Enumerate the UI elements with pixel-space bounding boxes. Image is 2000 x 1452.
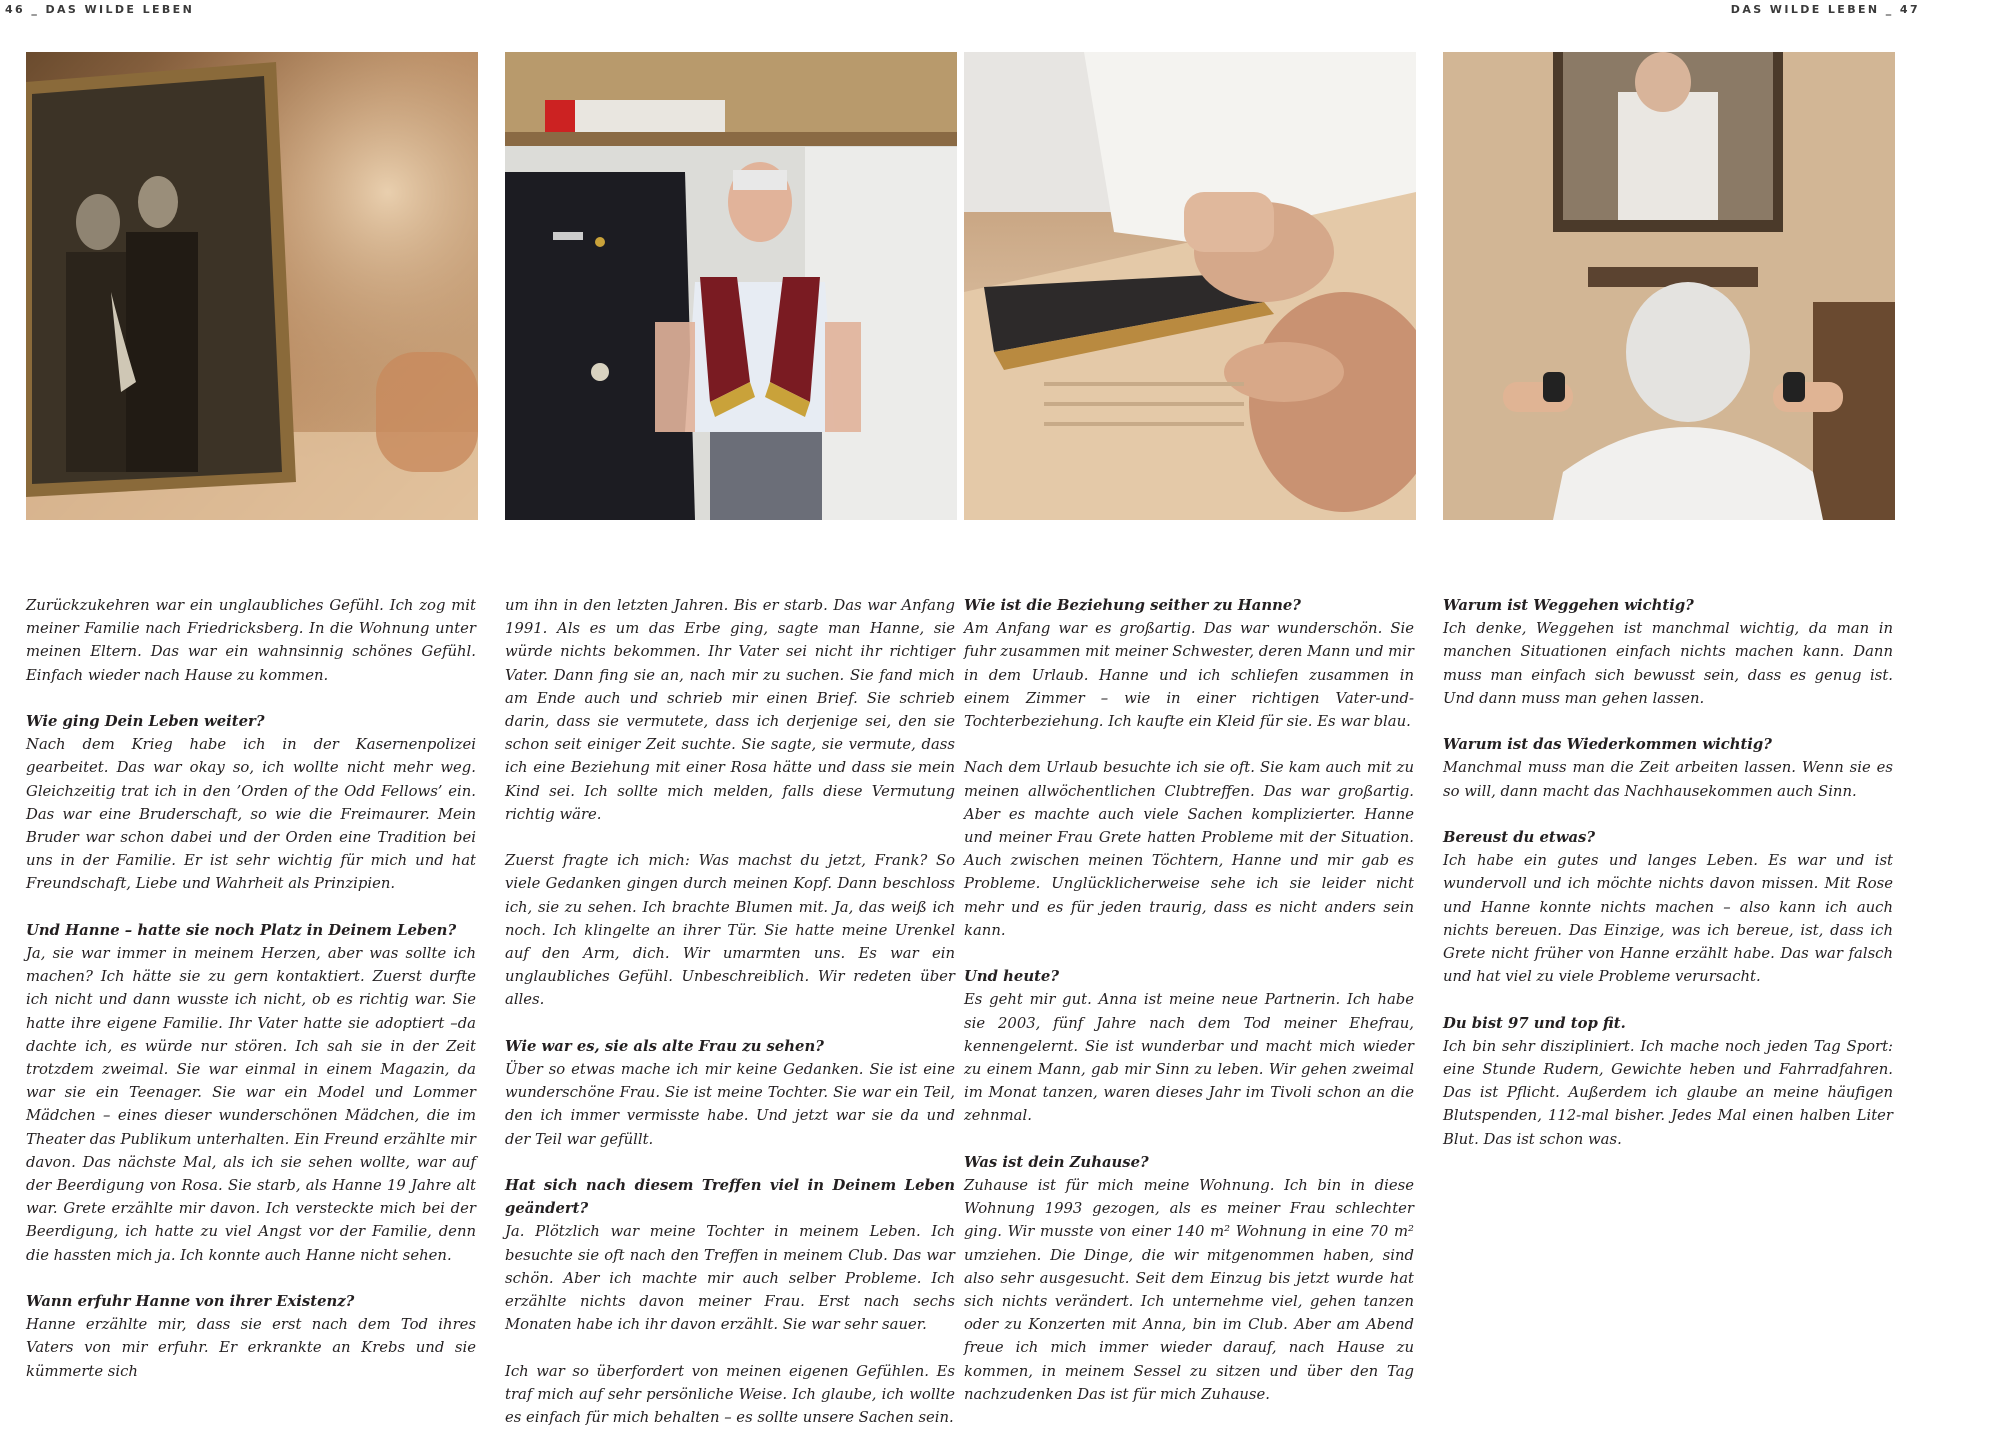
paragraph: Nach dem Urlaub besuchte ich sie oft. Sie kam auch mit zu meinen allwöchentlichen Clubtreffen. Das war großartig. Aber es machte auch viele Sachen komplizierter. Hanne und meiner Frau Grete hatten Probleme mit der Situation. Auch zwischen meinen Töchtern, Hanne und mir gab es Probleme. Unglücklicherweise sehe ich sie leider nicht mehr und es für jeden traurig, dass es nicht anders sein kann. xyxy=(964,759,1414,939)
interview-question: Wie war es, sie als alte Frau zu sehen? xyxy=(505,1037,824,1055)
paragraph: Es geht mir gut. Anna ist meine neue Partnerin. Ich habe sie 2003, fünf Jahre nach dem Tod meiner Ehefrau, kennengelernt. Sie ist wunderbar und macht mich wieder zu einem Mann, gab mir Sinn zu leben. Wir gehen zweimal im Monat tanzen, waren dieses Jahr im Tivoli schon an die zehnmal. xyxy=(964,991,1414,1125)
interview-question: Und heute? xyxy=(964,968,1060,986)
interview-question: Bereust du etwas? xyxy=(1443,829,1596,846)
paragraph: Ja, sie war immer in meinem Herzen, aber was sollte ich machen? Ich hätte sie zu gern kontaktiert. Zuerst durfte ich nicht und dann wusste ich nicht, ob es richtig war. Sie hatte ihre eigene Familie. Ihr Vater hatte sie adoptiert –da dachte ich, es würde nur stören. Ich sah sie in der Zeit trotzdem zweimal. Sie war einmal in einem Magazin, da war sie ein Teenager. Sie war ein Model und Lommer Mädchen – eines dieser wunderschönen Mädchen, die im Theater das Publikum unterhalten. Ein Freund erzählte mir davon. Das nächste Mal, als ich sie sehen wollte, war auf der Beerdigung von Rosa. Sie starb, als Hanne 19 Jahre alt war. Grete erzählte mir davon. Ich versteckte mich bei der Beerdigung, ich hatte zu viel Angst vor der Familie, denn die hassten mich ja. Ich konnte auch Hanne nicht sehen. xyxy=(26,945,476,1264)
interview-question: Warum ist das Wiederkommen wichtig? xyxy=(1443,736,1772,754)
paragraph: Am Anfang war es großartig. Das war wunderschön. Sie fuhr zusammen mit meiner Schwester, deren Mann und mir in dem Urlaub. Hanne und ich schliefen zusammen in einem Zimmer – wie in einer richtigen Vater-und-Tochterbeziehung. Ich kaufte ein Kleid für sie. Es war blau. xyxy=(964,620,1414,731)
interview-question: Wie ging Dein Leben weiter? xyxy=(26,713,265,730)
article-column-3 xyxy=(964,594,1414,1429)
paragraph: Zurückzukehren war ein unglaubliches Gefühl. Ich zog mit meiner Familie nach Friedricksberg. In die Wohnung unter meinen Eltern. Das war ein wahnsinnig schönes Gefühl. Einfach wieder nach Hause zu kommen. xyxy=(26,597,476,684)
interview-question: Und Hanne – hatte sie noch Platz in Deinem Leben? xyxy=(26,921,457,939)
paragraph: Ich denke, Weggehen ist manchmal wichtig, da man in manchen Situationen einfach nichts machen kann. Dann muss man einfach sich bewusst sein, dass es genug ist. Und dann muss man gehen lassen. xyxy=(1443,620,1893,707)
article-column-2 xyxy=(505,594,955,1452)
interview-question: Hat sich nach diesem Treffen viel in Deinem Leben geändert? xyxy=(505,1177,955,1218)
paragraph: Manchmal muss man die Zeit arbeiten lassen. Wenn sie es so will, dann macht das Nachhausekommen auch Sinn. xyxy=(1443,759,1893,800)
paragraph: Über so etwas mache ich mir keine Gedanken. Sie ist eine wunderschöne Frau. Sie ist meine Tochter. Sie war ein Teil, den ich immer vermisste habe. Und jetzt war sie da und der Teil war gefüllt. xyxy=(505,1061,955,1148)
hands-holding-frame-photo xyxy=(964,52,1416,520)
paragraph: Ich habe ein gutes und langes Leben. Es war und ist wundervoll und ich möchte nichts davon missen. Mit Rose und Hanne konnte nichts machen – also kann ich auch nichts bereuen. Das Einzige, was ich bereue, ist, dass ich Grete nicht früher von Hanne erzählt habe. Das war falsch und hat viel zu viele Probleme verursacht. xyxy=(1443,852,1893,986)
paragraph: Nach dem Krieg habe ich in der Kasernenpolizei gearbeitet. Das war okay so, ich wollte nicht mehr weg. Gleichzeitig trat ich in den ’Orden of the Odd Fellows’ ein. Das war eine Bruderschaft, so wie die Freimaurer. Mein Bruder war schon dabei und der Orden eine Tradition bei uns in der Familie. Er ist sehr wichtig für mich und hat Freundschaft, Liebe und Wahrheit als Prinzipien. xyxy=(26,736,476,893)
interview-question: Du bist 97 und top fit. xyxy=(1443,1014,1626,1032)
man-in-lodge-regalia-photo xyxy=(505,52,957,520)
framed-wedding-portrait-photo xyxy=(26,52,478,520)
page-folio-right: DAS WILDE LEBEN _ 47 xyxy=(1730,3,1920,16)
article-column-4 xyxy=(1443,594,1893,1174)
paragraph: Zuerst fragte ich mich: Was machst du jetzt, Frank? So viele Gedanken gingen durch meinen Kopf. Dann beschloss ich, sie zu sehen. Ich brachte Blumen mit. Ja, das weiß ich noch. Ich klingelte an ihrer Tür. Sie hatte meine Urenkel auf den Arm, dich. Wir umarmten uns. Es war ein unglaubliches Gefühl. Unbeschreiblich. Wir redeten über alles. xyxy=(505,852,955,1009)
interview-question: Wann erfuhr Hanne von ihrer Existenz? xyxy=(26,1293,355,1311)
interview-question: Warum ist Weggehen wichtig? xyxy=(1443,597,1694,614)
man-rowing-machine-mirror-photo xyxy=(1443,52,1895,520)
page-folio-left: 46 _ DAS WILDE LEBEN xyxy=(5,3,195,16)
paragraph: Ich war so überfordert von meinen eigenen Gefühlen. Es traf mich auf sehr persönliche Weise. Ich glaube, ich wollte es einfach für mich behalten – es sollte unsere Sachen sein. xyxy=(505,1362,955,1427)
paragraph: Ja. Plötzlich war meine Tochter in meinem Leben. Ich besuchte sie oft nach den Treffen in meinem Club. Das war schön. Aber ich machte mir auch selber Probleme. Ich erzählte nichts davon meiner Frau. Erst nach sechs Monaten habe ich ihr davon erzählt. Sie war sehr sauer. xyxy=(505,1223,955,1334)
interview-question: Wie ist die Beziehung seither zu Hanne? xyxy=(964,597,1301,614)
paragraph: Ich bin sehr diszipliniert. Ich mache noch jeden Tag Sport: eine Stunde Rudern, Gewichte heben und Fahrradfahren. Das ist Pflicht. Außerdem ich glaube an meine häufigen Blutspenden, 112-mal bisher. Jedes Mal einen halben Liter Blut. Das ist schon was. xyxy=(1443,1037,1893,1148)
interview-question: Was ist dein Zuhause? xyxy=(964,1153,1149,1171)
paragraph: Hanne erzählte mir, dass sie erst nach dem Tod ihres Vaters von mir erfuhr. Er erkrankte an Krebs und sie kümmerte sich xyxy=(26,1316,476,1380)
paragraph: um ihn in den letzten Jahren. Bis er starb. Das war Anfang 1991. Als es um das Erbe ging, sagte man Hanne, sie würde nichts bekommen. Ihr Vater sei nicht ihr richtiger Vater. Dann fing sie an, nach mir zu suchen. Sie fand mich am Ende auch und schrieb mir einen Brief. Sie schrieb darin, dass sie vermutete, dass ich derjenige sei, den sie schon seit einiger Zeit suchte. Sie sagte, sie vermute, dass ich eine Beziehung mit einer Rosa hätte und dass sie mein Kind sei. Ich sollte mich melden, falls diese Vermutung richtig wäre. xyxy=(505,597,955,823)
article-column-1 xyxy=(26,594,476,1406)
paragraph: Zuhause ist für mich meine Wohnung. Ich bin in diese Wohnung 1993 gezogen, als es meiner Frau schlechter ging. Wir musste von einer 140 m² Wohnung in eine 70 m² umziehen. Die Dinge, die wir mitgenommen haben, sind also sehr ausgesucht. Seit dem Einzug bis jetzt wurde hat sich nichts verändert. Ich unternehme viel, gehen tanzen oder zu Konzerten mit Anna, bin im Club. Aber am Abend freue ich mich immer wieder darauf, nach Hause zu kommen, in meinem Sessel zu sitzen und über den Tag nachzudenken Das ist für mich Zuhause. xyxy=(964,1177,1414,1403)
